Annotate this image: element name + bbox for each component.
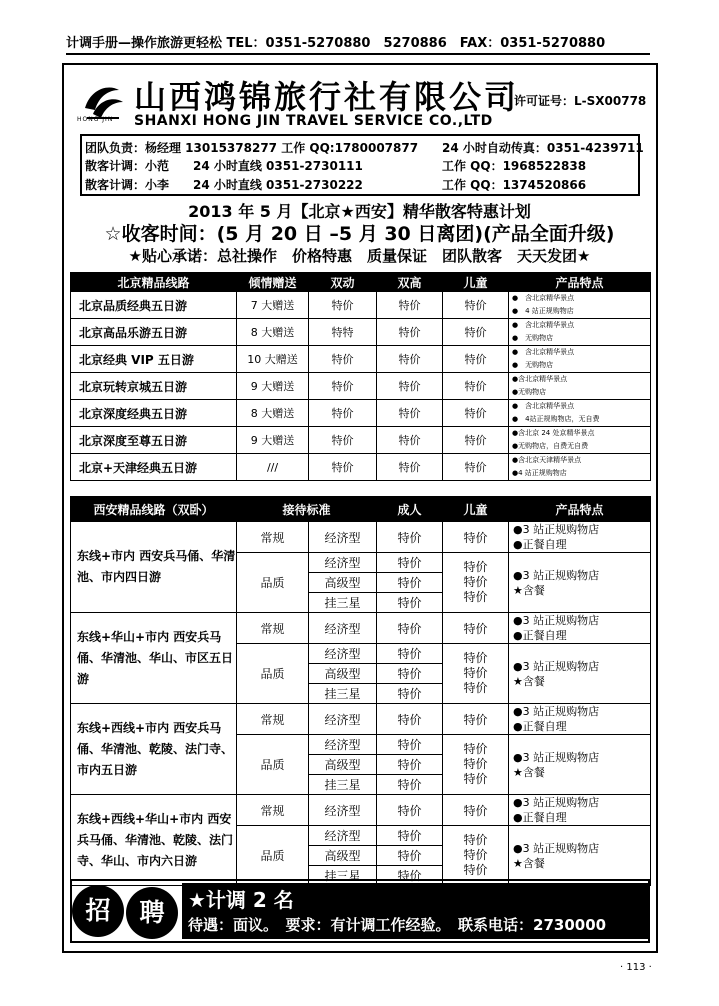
price-cell: 特价 <box>443 346 509 373</box>
price-cell: 特价 <box>309 427 377 454</box>
adult-price: 特价 <box>377 735 443 755</box>
room-type-economy: 经济型 <box>309 522 377 553</box>
table-row <box>71 454 651 481</box>
price-cell: 特价 <box>443 292 509 319</box>
bj-header-route: 北京精品线路 <box>71 273 237 292</box>
feature-line: ●正餐自理 <box>513 720 567 733</box>
adult-price: 特价 <box>377 553 443 573</box>
feature-line: ● 无购物店 <box>512 361 554 369</box>
recruit-headline: ★计调 2 名 <box>188 888 294 912</box>
price-cell: 特价 <box>443 454 509 481</box>
table-row <box>71 522 651 553</box>
child-price: 特价 <box>443 613 509 644</box>
recruit-char-2: 聘 <box>126 887 178 939</box>
feature-cell <box>509 400 651 427</box>
feature-cell <box>509 346 651 373</box>
feature-line: ●3 站正规购物店 <box>513 614 600 627</box>
room-type-high: 高级型 <box>309 573 377 593</box>
price-cell: 特价 <box>309 454 377 481</box>
room-type-economy: 经济型 <box>309 795 377 826</box>
route-name: 北京深度至尊五日游 <box>71 427 237 454</box>
adult-price: 特价 <box>377 593 443 613</box>
child-price: 特价 <box>463 772 488 786</box>
price-cell: 特价 <box>309 400 377 427</box>
booking-period: ☆收客时间：(5 月 20 日 –5 月 30 日离团)(产品全面升级) <box>104 223 615 245</box>
gift-count: 10 大赠送 <box>237 346 309 373</box>
table-row <box>71 346 651 373</box>
feature-cell <box>509 613 651 644</box>
room-type-high: 高级型 <box>309 755 377 775</box>
feature-line: ●3 站正规购物店 <box>513 796 600 809</box>
standard-quality: 品质 <box>237 644 309 704</box>
feature-line: ● 含北京精华景点 <box>512 402 575 410</box>
feature-line: ★含餐 <box>513 674 545 688</box>
room-type-high: 高级型 <box>309 846 377 866</box>
feature-line: ●无购物店 <box>512 388 547 396</box>
feature-cell <box>509 704 651 735</box>
company-name-en: SHANXI HONG JIN TRAVEL SERVICE CO.,LTD <box>134 113 493 129</box>
route-name: 北京经典 VIP 五日游 <box>71 346 237 373</box>
table-row <box>71 795 651 826</box>
feature-cell <box>509 644 651 704</box>
license-number: 许可证号：L-SX00778 <box>514 94 647 108</box>
promise-line: ★贴心承诺：总社操作 价格特惠 质量保证 团队散客 天天发团★ <box>128 247 591 265</box>
feature-line: ★含餐 <box>513 765 545 779</box>
logo-text: HONG JIN <box>77 116 114 123</box>
feature-line: ●含北京天津精华景点 <box>512 456 582 464</box>
route-name: 北京+天津经典五日游 <box>71 454 237 481</box>
feature-line: ★含餐 <box>513 583 545 597</box>
price-cell: 特价 <box>309 373 377 400</box>
feature-cell <box>509 319 651 346</box>
standard-regular: 常规 <box>237 795 309 826</box>
price-cell: 特价 <box>377 319 443 346</box>
table-row <box>71 292 651 319</box>
contact-li-qq: 工作 QQ：1374520866 <box>442 178 587 192</box>
standard-regular: 常规 <box>237 613 309 644</box>
feature-cell <box>509 735 651 795</box>
route-name: 北京高品乐游五日游 <box>71 319 237 346</box>
feature-cell <box>509 826 651 886</box>
route-name: 东线+西线+华山+市内 西安兵马俑、华清池、乾陵、法门寺、华山、市内六日游 <box>71 795 237 886</box>
contact-fax: 24 小时自动传真：0351-4239711 <box>442 141 644 155</box>
bj-header-child: 儿童 <box>443 273 509 292</box>
price-cell: 特价 <box>377 292 443 319</box>
room-type-three: 挂三星 <box>309 593 377 613</box>
child-price: 特价 <box>463 757 488 771</box>
contact-box <box>80 134 644 196</box>
child-price: 特价 <box>463 681 488 695</box>
child-price: 特价 <box>443 795 509 826</box>
room-type-three: 挂三星 <box>309 775 377 795</box>
bj-header-double-rail: 双高 <box>377 273 443 292</box>
adult-price: 特价 <box>377 613 443 644</box>
feature-line: ●正餐自理 <box>513 538 567 551</box>
price-cell: 特价 <box>443 319 509 346</box>
child-price-group <box>443 644 509 704</box>
standard-quality: 品质 <box>237 553 309 613</box>
feature-line: ● 无购物店 <box>512 334 554 342</box>
gift-count: 9 大赠送 <box>237 427 309 454</box>
child-price: 特价 <box>463 863 488 877</box>
xa-header-adult: 成人 <box>377 497 443 522</box>
feature-line: ●含北京 24 处京精华景点 <box>512 429 595 437</box>
price-cell: 特特 <box>309 319 377 346</box>
page-number: · 113 · <box>620 962 652 973</box>
room-type-three: 挂三星 <box>309 684 377 704</box>
price-cell: 特价 <box>377 346 443 373</box>
child-price: 特价 <box>463 560 488 574</box>
feature-line: ●无购物店，自费无自费 <box>512 442 589 450</box>
feature-line: ● 含北京精华景点 <box>512 348 575 356</box>
feature-line: ●3 站正规购物店 <box>513 841 600 855</box>
gift-count: 8 大赠送 <box>237 400 309 427</box>
feature-line: ● 4站正规购物店，无自费 <box>512 415 600 423</box>
room-type-econ: 经济型 <box>309 553 377 573</box>
recruitment-banner <box>70 879 650 943</box>
standard-regular: 常规 <box>237 522 309 553</box>
feature-line: ●含北京精华景点 <box>512 375 568 383</box>
price-cell: 特价 <box>443 400 509 427</box>
feature-line: ●3 站正规购物店 <box>513 705 600 718</box>
xa-header-standard: 接待标准 <box>237 497 377 522</box>
adult-price: 特价 <box>377 755 443 775</box>
adult-price: 特价 <box>377 573 443 593</box>
price-cell: 特价 <box>309 346 377 373</box>
standard-regular: 常规 <box>237 704 309 735</box>
adult-price: 特价 <box>377 846 443 866</box>
gift-count: 9 大赠送 <box>237 373 309 400</box>
adult-price: 特价 <box>377 664 443 684</box>
feature-line: ● 含北京精华景点 <box>512 294 575 302</box>
table-row <box>71 427 651 454</box>
child-price-group <box>443 735 509 795</box>
room-type-economy: 经济型 <box>309 613 377 644</box>
child-price: 特价 <box>463 833 488 847</box>
gift-count: 8 大赠送 <box>237 319 309 346</box>
table-row <box>71 319 651 346</box>
feature-cell <box>509 522 651 553</box>
room-type-econ: 经济型 <box>309 735 377 755</box>
gift-count: 7 大赠送 <box>237 292 309 319</box>
route-name: 东线+华山+市内 西安兵马俑、华清池、华山、市区五日游 <box>71 613 237 704</box>
contact-li: 散客计调：小李 24 小时直线 0351-2730222 <box>85 178 363 192</box>
route-name: 东线+市内 西安兵马俑、华清池、市内四日游 <box>71 522 237 613</box>
feature-cell <box>509 292 651 319</box>
bj-header-gift: 倾情赠送 <box>237 273 309 292</box>
child-price: 特价 <box>463 742 488 756</box>
child-price: 特价 <box>463 848 488 862</box>
company-name-cn: 山西鸿锦旅行社有限公司 <box>134 78 520 116</box>
feature-cell <box>509 553 651 613</box>
recruit-char-1: 招 <box>72 885 124 937</box>
table-row <box>71 373 651 400</box>
bj-header-double-train: 双动 <box>309 273 377 292</box>
feature-line: ★含餐 <box>513 856 545 870</box>
xa-header-features: 产品特点 <box>509 497 651 522</box>
feature-line: ●正餐自理 <box>513 629 567 642</box>
room-type-economy: 经济型 <box>309 704 377 735</box>
child-price: 特价 <box>443 704 509 735</box>
child-price: 特价 <box>463 575 488 589</box>
child-price: 特价 <box>463 651 488 665</box>
recruit-box <box>182 883 648 939</box>
header-line: 计调手册—操作旅游更轻松 TEL：0351-5270880 5270886 FAX：0351-5270880 <box>66 33 650 55</box>
room-type-econ: 经济型 <box>309 644 377 664</box>
feature-cell <box>509 454 651 481</box>
feature-line: ●4 站正规购物店 <box>512 469 567 477</box>
price-cell: 特价 <box>377 400 443 427</box>
table-row <box>71 613 651 644</box>
table-row <box>71 704 651 735</box>
child-price: 特价 <box>463 590 488 604</box>
adult-price: 特价 <box>377 826 443 846</box>
xa-header-route: 西安精品线路（双卧） <box>71 497 237 522</box>
feature-cell <box>509 373 651 400</box>
price-cell: 特价 <box>443 373 509 400</box>
feature-line: ● 含北京精华景点 <box>512 321 575 329</box>
contact-fan-qq: 工作 QQ：1968522838 <box>442 159 587 173</box>
standard-quality: 品质 <box>237 735 309 795</box>
beijing-table <box>70 272 651 481</box>
table-row <box>71 400 651 427</box>
child-price-group <box>443 553 509 613</box>
price-cell: 特价 <box>309 292 377 319</box>
price-cell: 特价 <box>377 454 443 481</box>
standard-quality: 品质 <box>237 826 309 886</box>
adult-price: 特价 <box>377 775 443 795</box>
feature-line: ●3 站正规购物店 <box>513 750 600 764</box>
room-type-three: 挂三星 <box>309 866 377 886</box>
child-price: 特价 <box>443 522 509 553</box>
adult-price: 特价 <box>377 684 443 704</box>
feature-line: ●正餐自理 <box>513 811 567 824</box>
adult-price: 特价 <box>377 866 443 886</box>
gift-count: /// <box>237 454 309 481</box>
child-price: 特价 <box>463 666 488 680</box>
feature-line: ●3 站正规购物店 <box>513 659 600 673</box>
route-name: 北京玩转京城五日游 <box>71 373 237 400</box>
route-name: 东线+西线+市内 西安兵马俑、华清池、乾陵、法门寺、市内五日游 <box>71 704 237 795</box>
price-cell: 特价 <box>377 427 443 454</box>
xian-table <box>70 496 651 886</box>
feature-line: ●3 站正规购物店 <box>513 523 600 536</box>
route-name: 北京品质经典五日游 <box>71 292 237 319</box>
route-name: 北京深度经典五日游 <box>71 400 237 427</box>
adult-price: 特价 <box>377 795 443 826</box>
xa-header-child: 儿童 <box>443 497 509 522</box>
price-cell: 特价 <box>377 373 443 400</box>
plan-title: 2013 年 5 月【北京★西安】精华散客特惠计划 <box>188 202 531 221</box>
adult-price: 特价 <box>377 644 443 664</box>
contact-manager: 团队负责：杨经理 13015378277 工作 QQ:1780007877 <box>85 141 419 155</box>
adult-price: 特价 <box>377 522 443 553</box>
room-type-high: 高级型 <box>309 664 377 684</box>
feature-line: ●3 站正规购物店 <box>513 568 600 582</box>
room-type-econ: 经济型 <box>309 826 377 846</box>
feature-cell <box>509 795 651 826</box>
bj-header-features: 产品特点 <box>509 273 651 292</box>
contact-fan: 散客计调：小范 24 小时直线 0351-2730111 <box>85 159 363 173</box>
feature-line: ● 4 站正规购物店 <box>512 307 574 315</box>
feature-cell <box>509 427 651 454</box>
adult-price: 特价 <box>377 704 443 735</box>
child-price-group <box>443 826 509 886</box>
recruit-detail: 待遇：面议。 要求：有计调工作经验。 联系电话：2730000 <box>188 916 607 934</box>
price-cell: 特价 <box>443 427 509 454</box>
